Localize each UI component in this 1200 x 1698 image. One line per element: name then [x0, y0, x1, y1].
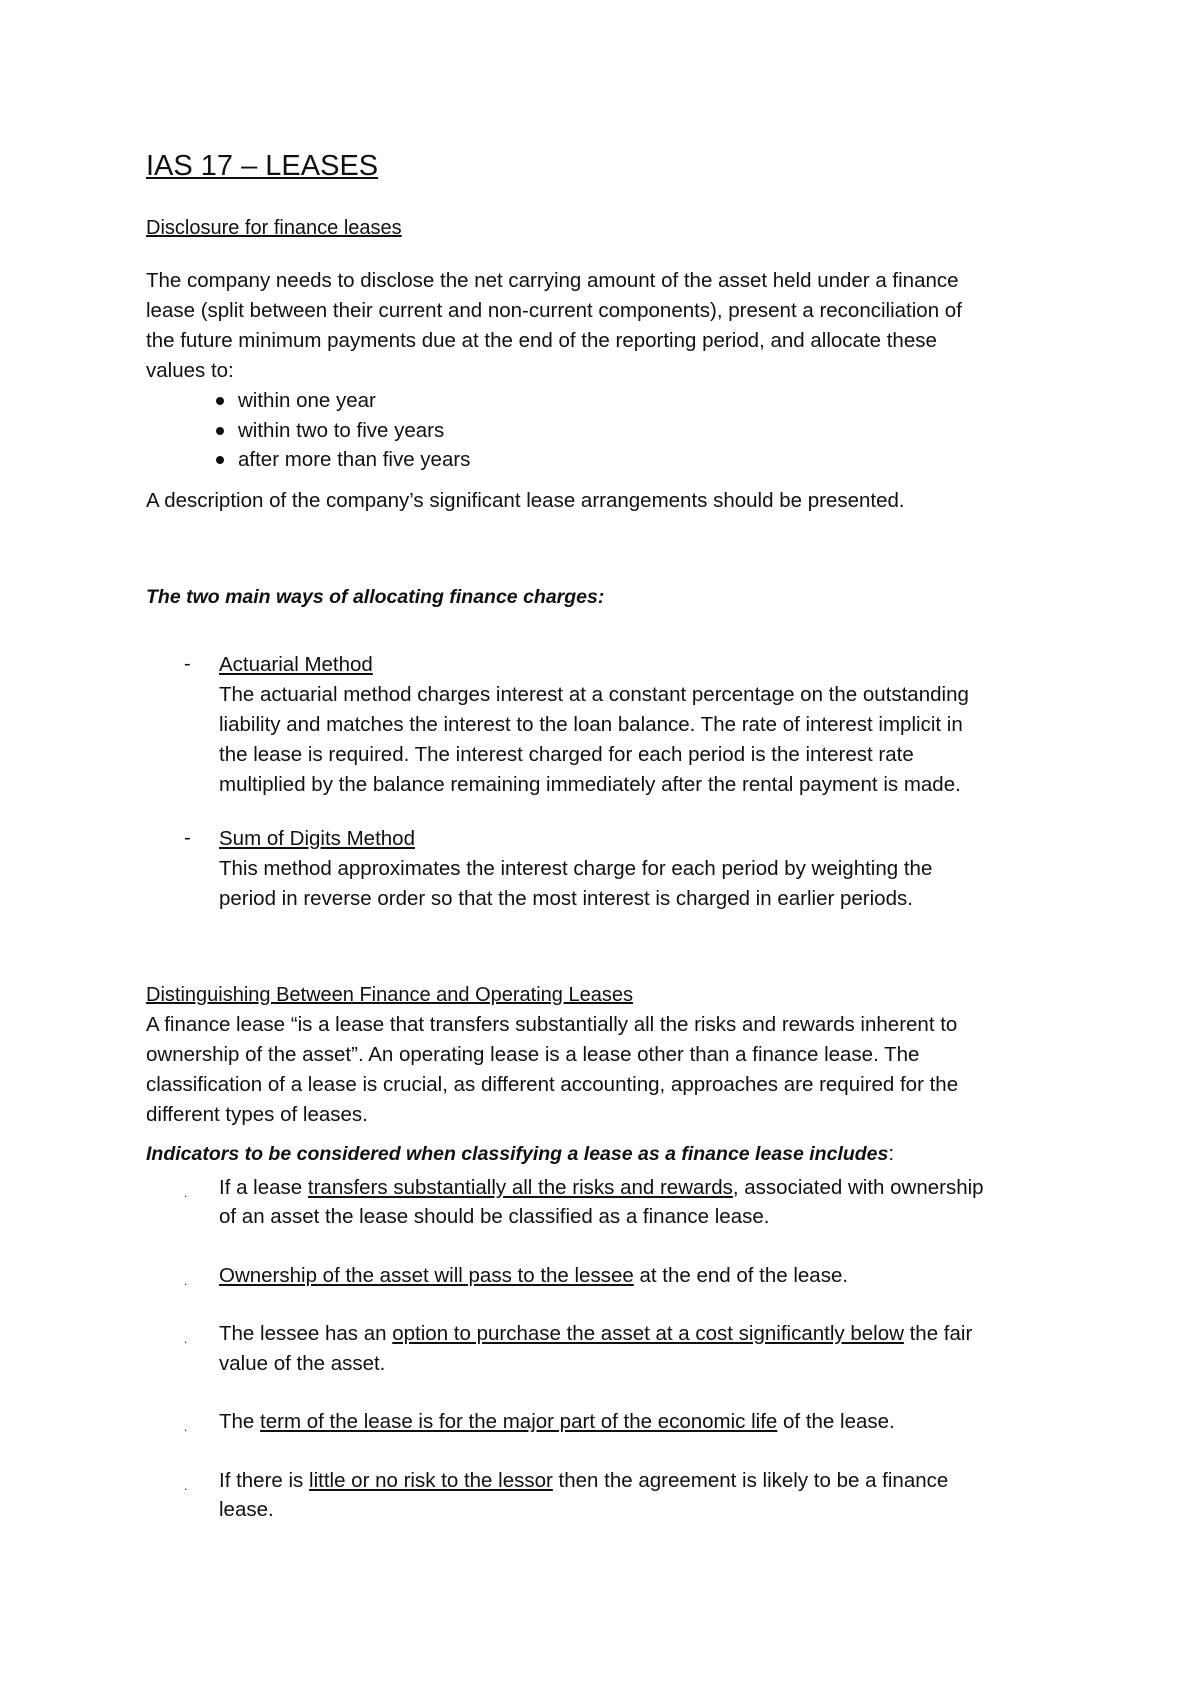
indicator-item	[184, 1173, 1066, 1232]
page-title: IAS 17 – LEASES	[146, 150, 379, 182]
indicator-emphasis: term of the lease is for the major part of the economic life	[260, 1410, 778, 1433]
indicator-text: of the lease.	[777, 1410, 895, 1433]
intro-line: the future minimum payments due at the end of the reporting period, and allocate these	[146, 329, 937, 352]
list-marker: .	[184, 1185, 188, 1200]
method-line: period in reverse order so that the most interest is charged in earlier periods.	[219, 886, 913, 910]
list-marker: .	[184, 1332, 188, 1346]
method-line: the lease is required. The interest charged for each period is the interest rate	[219, 742, 914, 766]
distinguishing-section	[146, 980, 1066, 1525]
indicator-text: at the end of the lease.	[633, 1263, 849, 1287]
indicator-text: , associated with ownership	[732, 1175, 984, 1199]
indicators-colon: :	[888, 1141, 895, 1165]
distinguishing-heading: Distinguishing Between Finance and Operating Leases	[146, 983, 633, 1006]
method-title: Sum of Digits Method	[219, 826, 415, 850]
bullet-dot-icon	[216, 456, 224, 464]
indicator-emphasis: transfers substantially all the risks and rewards	[307, 1175, 733, 1199]
list-marker: .	[184, 1420, 188, 1434]
intro-line: The company needs to disclose the net carrying amount of the asset held under a finance	[146, 269, 959, 292]
indicator-item	[184, 1407, 1066, 1437]
distinguishing-line: ownership of the asset”. An operating lease is a lease other than a finance lease. The	[146, 1042, 920, 1066]
indicator-emphasis: option to purchase the asset at a cost significantly below	[392, 1322, 904, 1345]
bullet-dot-icon	[216, 397, 224, 405]
dash-marker: -	[184, 652, 191, 675]
bullet-item	[216, 445, 1066, 475]
indicator-text: of an asset the lease should be classified as a finance lease.	[219, 1205, 770, 1228]
bullet-text: within one year	[238, 389, 376, 412]
distinguishing-line: A finance lease “is a lease that transfers substantially all the risks and rewards inherent to	[146, 1012, 958, 1036]
method-line: liability and matches the interest to the loan balance. The rate of interest implicit in	[219, 712, 963, 736]
dash-marker: -	[184, 826, 191, 849]
bullet-dot-icon	[216, 427, 224, 435]
intro-line: values to:	[146, 359, 234, 382]
method-title: Actuarial Method	[219, 652, 373, 676]
indicators-heading	[146, 1139, 1066, 1169]
distinguishing-line: classification of a lease is crucial, as different accounting, approaches are required for the	[146, 1072, 959, 1096]
indicator-item	[184, 1466, 1066, 1525]
bullet-text: within two to five years	[238, 418, 445, 442]
disclosure-heading: Disclosure for finance leases	[146, 217, 402, 239]
indicator-text: lease.	[219, 1498, 274, 1521]
bullet-item	[216, 416, 1066, 446]
lease-description: A description of the company’s significant lease arrangements should be presented.	[146, 488, 905, 512]
indicator-item	[184, 1319, 1066, 1378]
list-marker: .	[184, 1273, 188, 1288]
document-page	[146, 150, 1066, 1554]
sum-of-digits-method	[146, 824, 1066, 914]
indicator-emphasis: Ownership of the asset will pass to the lessee	[219, 1263, 634, 1287]
indicator-text: The lessee has an	[219, 1322, 393, 1345]
methods-section	[146, 582, 1066, 914]
indicator-item	[184, 1261, 1066, 1291]
actuarial-method	[146, 650, 1066, 800]
indicator-text: then the agreement is likely to be a finance	[552, 1468, 949, 1492]
list-marker: .	[184, 1478, 188, 1493]
indicator-emphasis: little or no risk to the lessor	[309, 1468, 553, 1492]
bullet-item	[216, 386, 1066, 416]
indicator-text: the fair	[903, 1322, 973, 1345]
disclosure-intro	[146, 266, 1066, 386]
distinguishing-line: different types of leases.	[146, 1102, 368, 1126]
method-line: multiplied by the balance remaining immediately after the rental payment is made.	[219, 772, 961, 796]
method-line: The actuarial method charges interest at a constant percentage on the outstanding	[219, 682, 969, 706]
indicator-text: The	[219, 1410, 261, 1433]
indicators-heading-text: Indicators to be considered when classifying a lease as a finance lease includes	[146, 1142, 889, 1165]
bullet-text: after more than five years	[238, 448, 471, 471]
indicator-list	[146, 1173, 1066, 1525]
intro-line: lease (split between their current and non-current components), present a reconciliation of	[146, 299, 962, 322]
methods-heading: The two main ways of allocating finance charges:	[146, 585, 605, 608]
indicator-text: value of the asset.	[219, 1351, 386, 1375]
indicator-text: If a lease	[219, 1175, 308, 1199]
method-line: This method approximates the interest charge for each period by weighting the	[219, 856, 933, 880]
indicator-text: If there is	[219, 1468, 310, 1492]
period-bullet-list	[146, 386, 1066, 475]
